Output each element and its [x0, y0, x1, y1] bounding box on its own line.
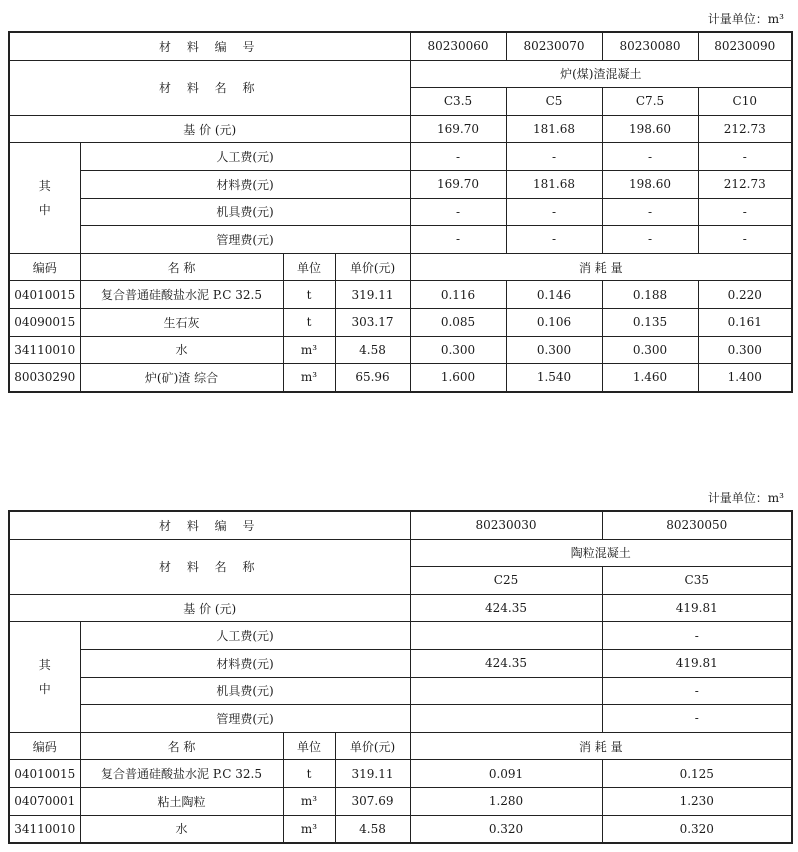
- qizhong-label: [9, 143, 80, 253]
- item-value: 1.280: [410, 787, 602, 815]
- item-unit: m³: [283, 815, 335, 843]
- name-row: [9, 60, 792, 88]
- item-value: 0.188: [602, 281, 698, 309]
- item-value: 0.300: [506, 336, 602, 364]
- item-value: 0.091: [410, 760, 602, 788]
- item-price: 319.11: [335, 281, 410, 309]
- item-row: [9, 336, 792, 364]
- item-value: 0.085: [410, 308, 506, 336]
- item-value: 0.320: [602, 815, 792, 843]
- grade: C7.5: [602, 88, 698, 116]
- cost-value: -: [410, 198, 506, 226]
- item-name: 复合普通硅酸盐水泥 P.C 32.5: [80, 281, 283, 309]
- cost-label: 材料费(元): [80, 170, 410, 198]
- item-unit: m³: [283, 787, 335, 815]
- item-value: 0.146: [506, 281, 602, 309]
- grade: C5: [506, 88, 602, 116]
- header-price: 单价(元): [335, 253, 410, 281]
- unit-label: 计量单位：m³: [707, 491, 784, 505]
- material-code: 80230080: [602, 32, 698, 60]
- item-unit: t: [283, 281, 335, 309]
- grade: C10: [698, 88, 792, 116]
- item-value: 0.161: [698, 308, 792, 336]
- cost-value: -: [410, 226, 506, 254]
- cost-value: -: [602, 143, 698, 171]
- header-name: 名 称: [80, 253, 283, 281]
- item-value: 1.460: [602, 364, 698, 392]
- group-name: 陶粒混凝土: [410, 539, 792, 567]
- unit-label: 计量单位：m³: [707, 12, 784, 26]
- item-unit: t: [283, 308, 335, 336]
- item-name: 水: [80, 336, 283, 364]
- base-price-row: [9, 115, 792, 143]
- item-code: 04010015: [9, 760, 80, 788]
- item-name: 粘土陶粒: [80, 787, 283, 815]
- cost-row: [9, 170, 792, 198]
- cost-value: -: [602, 622, 792, 650]
- header-unit: 单位: [283, 253, 335, 281]
- item-value: 1.400: [698, 364, 792, 392]
- cost-label: 机具费(元): [80, 198, 410, 226]
- header-consumption: 消 耗 量: [410, 253, 792, 281]
- grade: C35: [602, 567, 792, 595]
- item-name: 生石灰: [80, 308, 283, 336]
- material-code-label: 材 料 编 号: [9, 511, 410, 539]
- item-value: 0.300: [602, 336, 698, 364]
- code-row: [9, 32, 792, 60]
- item-unit: m³: [283, 364, 335, 392]
- cost-row: [9, 622, 792, 650]
- item-price: 319.11: [335, 760, 410, 788]
- item-value: 0.125: [602, 760, 792, 788]
- item-unit: t: [283, 760, 335, 788]
- item-row: [9, 815, 792, 843]
- cost-label: 机具费(元): [80, 677, 410, 705]
- header-code: 编码: [9, 253, 80, 281]
- base-price: 198.60: [602, 115, 698, 143]
- cost-value: -: [698, 143, 792, 171]
- item-value: 0.116: [410, 281, 506, 309]
- cost-value: -: [602, 198, 698, 226]
- base-price-label: 基 价 (元): [9, 115, 410, 143]
- item-code: 04070001: [9, 787, 80, 815]
- cost-row: [9, 705, 792, 733]
- cost-value: [410, 705, 602, 733]
- item-value: 1.230: [602, 787, 792, 815]
- item-price: 65.96: [335, 364, 410, 392]
- material-name-label: 材 料 名 称: [9, 60, 410, 115]
- header-row: [9, 253, 792, 281]
- base-price: 212.73: [698, 115, 792, 143]
- qizhong-char-1: 其: [38, 658, 51, 673]
- item-value: 1.600: [410, 364, 506, 392]
- grade: C3.5: [410, 88, 506, 116]
- cost-value: 169.70: [410, 170, 506, 198]
- item-row: [9, 760, 792, 788]
- item-row: [9, 787, 792, 815]
- cost-label: 材料费(元): [80, 649, 410, 677]
- material-code: 80230050: [602, 511, 792, 539]
- cost-value: 198.60: [602, 170, 698, 198]
- item-price: 307.69: [335, 787, 410, 815]
- item-row: [9, 364, 792, 392]
- item-row: [9, 281, 792, 309]
- item-unit: m³: [283, 336, 335, 364]
- base-price: 419.81: [602, 594, 792, 622]
- material-code: 80230070: [506, 32, 602, 60]
- cost-value: 212.73: [698, 170, 792, 198]
- cost-value: [410, 677, 602, 705]
- cost-label: 管理费(元): [80, 226, 410, 254]
- cost-value: -: [506, 226, 602, 254]
- item-value: 0.220: [698, 281, 792, 309]
- cost-value: 424.35: [410, 649, 602, 677]
- cost-row: [9, 649, 792, 677]
- item-value: 0.135: [602, 308, 698, 336]
- cost-value: -: [506, 198, 602, 226]
- group-name: 炉(煤)渣混凝土: [410, 60, 792, 88]
- header-unit: 单位: [283, 732, 335, 760]
- item-code: 04090015: [9, 308, 80, 336]
- cost-value: -: [698, 226, 792, 254]
- name-row: [9, 539, 792, 567]
- item-code: 04010015: [9, 281, 80, 309]
- cost-row: [9, 143, 792, 171]
- base-price: 169.70: [410, 115, 506, 143]
- cost-value: -: [506, 143, 602, 171]
- header-consumption: 消 耗 量: [410, 732, 792, 760]
- header-price: 单价(元): [335, 732, 410, 760]
- cost-value: -: [602, 677, 792, 705]
- cost-value: -: [410, 143, 506, 171]
- header-row: [9, 732, 792, 760]
- item-price: 303.17: [335, 308, 410, 336]
- cost-value: 419.81: [602, 649, 792, 677]
- qizhong-char-2: 中: [38, 682, 51, 697]
- code-row: [9, 511, 792, 539]
- material-name-label: 材 料 名 称: [9, 539, 410, 594]
- cost-row: [9, 226, 792, 254]
- item-name: 复合普通硅酸盐水泥 P.C 32.5: [80, 760, 283, 788]
- item-value: 0.106: [506, 308, 602, 336]
- material-code-label: 材 料 编 号: [9, 32, 410, 60]
- item-value: 0.300: [410, 336, 506, 364]
- qizhong-char-2: 中: [38, 203, 51, 218]
- cost-value: -: [698, 198, 792, 226]
- base-price-label: 基 价 (元): [9, 594, 410, 622]
- header-name: 名 称: [80, 732, 283, 760]
- item-value: 1.540: [506, 364, 602, 392]
- cost-value: -: [602, 705, 792, 733]
- item-price: 4.58: [335, 815, 410, 843]
- cost-value: [410, 622, 602, 650]
- quota-table-2: [8, 510, 793, 844]
- material-code: 80230060: [410, 32, 506, 60]
- cost-value: -: [602, 226, 698, 254]
- header-code: 编码: [9, 732, 80, 760]
- item-code: 34110010: [9, 336, 80, 364]
- item-name: 炉(矿)渣 综合: [80, 364, 283, 392]
- item-code: 80030290: [9, 364, 80, 392]
- cost-label: 管理费(元): [80, 705, 410, 733]
- cost-row: [9, 677, 792, 705]
- cost-value: 181.68: [506, 170, 602, 198]
- grade: C25: [410, 567, 602, 595]
- quota-table-1: [8, 31, 793, 393]
- item-code: 34110010: [9, 815, 80, 843]
- item-row: [9, 308, 792, 336]
- cost-label: 人工费(元): [80, 143, 410, 171]
- item-name: 水: [80, 815, 283, 843]
- base-price: 181.68: [506, 115, 602, 143]
- item-price: 4.58: [335, 336, 410, 364]
- material-code: 80230030: [410, 511, 602, 539]
- cost-row: [9, 198, 792, 226]
- cost-label: 人工费(元): [80, 622, 410, 650]
- material-code: 80230090: [698, 32, 792, 60]
- item-value: 0.320: [410, 815, 602, 843]
- base-price: 424.35: [410, 594, 602, 622]
- qizhong-char-1: 其: [38, 179, 51, 194]
- item-value: 0.300: [698, 336, 792, 364]
- qizhong-label: [9, 622, 80, 732]
- base-price-row: [9, 594, 792, 622]
